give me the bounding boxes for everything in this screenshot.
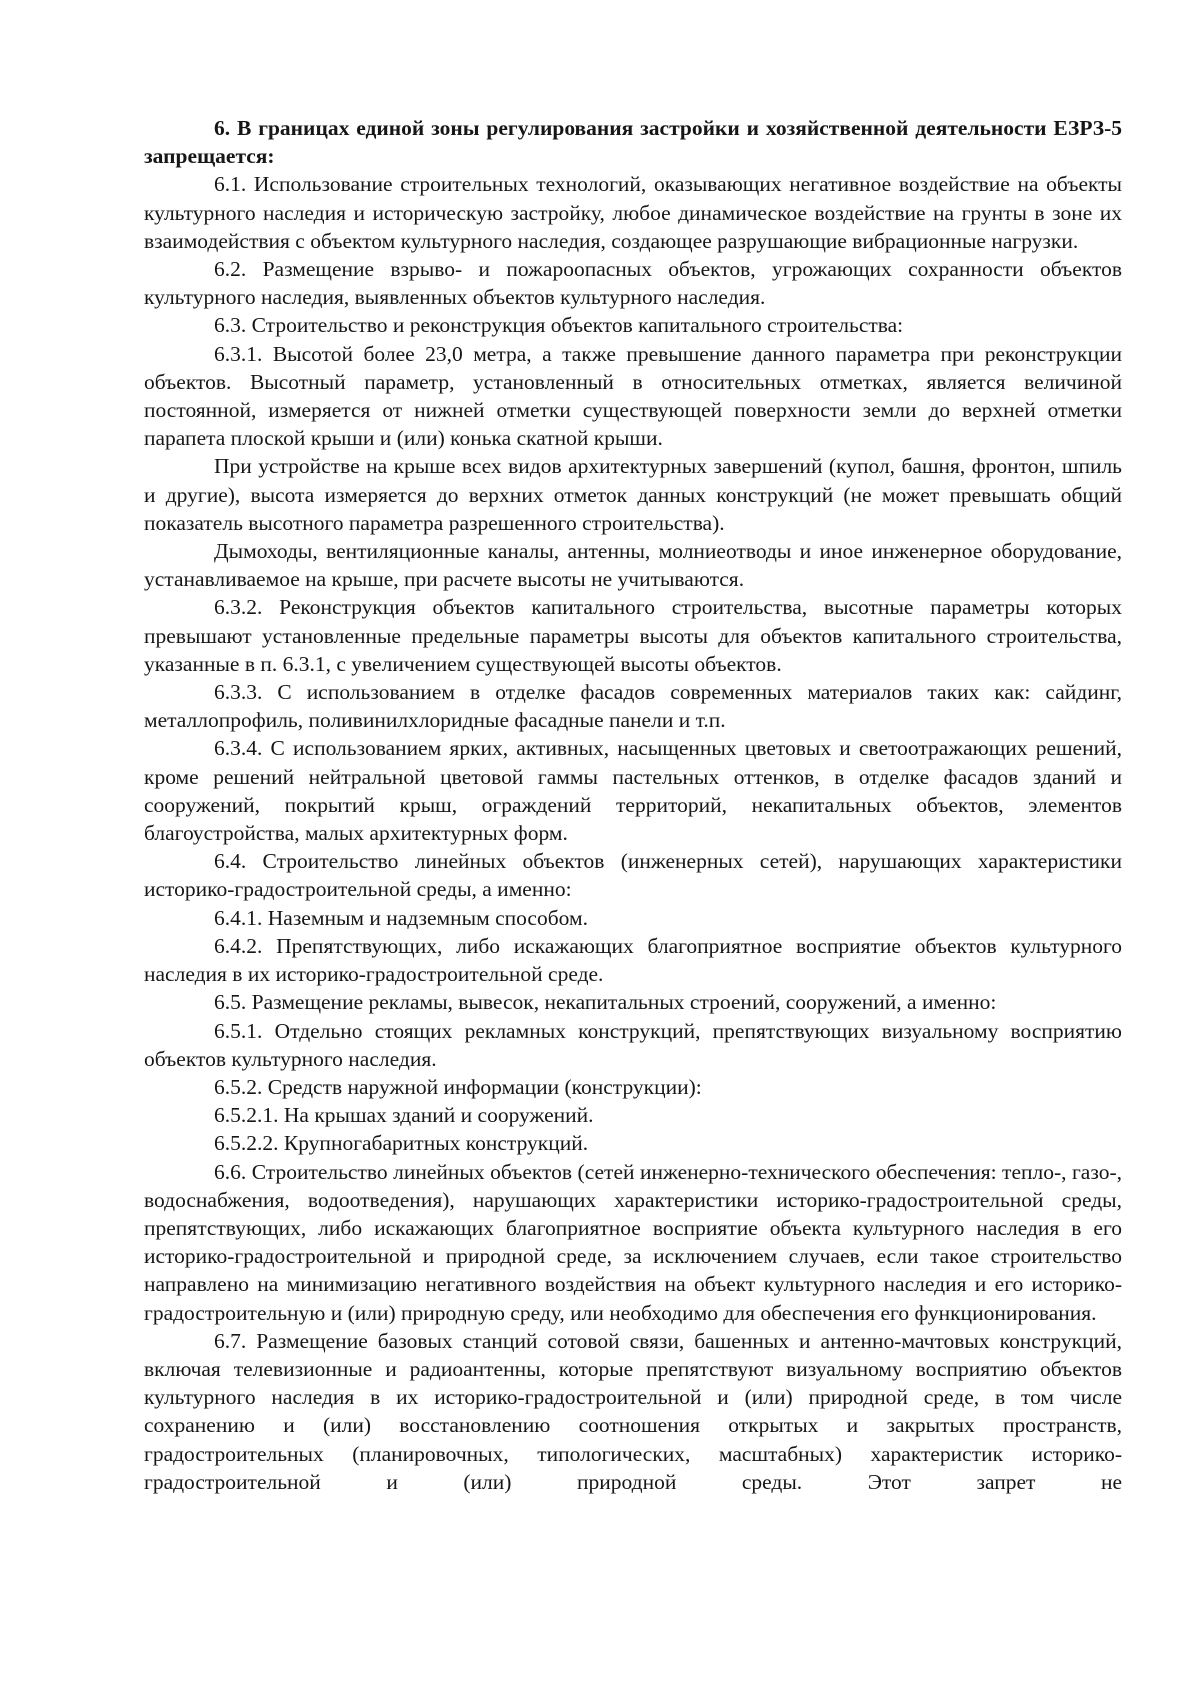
paragraph-6-3-4: 6.3.4. С использованием ярких, активных, насыщенных цветовых и светоотражающих решений, кроме решений нейтральной цветовой гаммы пастельных оттенков, в отделке фасадов зданий и сооружений, покрытий крыш, ограждений территорий, некапитальных объектов, элементов благоустройства, малых архитектурных форм.: [144, 736, 1122, 846]
paragraph-6-7: 6.7. Размещение базовых станций сотовой связи, башенных и антенно-мачтовых конструкций, включая телевизионные и радиоантенны, которые препятствуют визуальному восприятию объектов культурного наследия в их историко-градостроительной и (или) природной среде, в том числе сохранению и (или) восстановлению соотношения открытых и закрытых пространств, градостроительных (планировочных, типологических, масштабных) характеристик историко-градостроительной и (или) природной среды. Этот запрет не: [144, 1328, 1122, 1494]
paragraph-6-6: 6.6. Строительство линейных объектов (сетей инженерно-технического обеспечения: тепло-, газо-, водоснабжения, водоотведения), нарушающих характеристики историко-градостроительной среды, препятствующих, либо искажающих благоприятное восприятие объекта культурного наследия в его историко-градостроительной и природной среде, за исключением случаев, если такое строительство направлено на минимизацию негативного воздействия на объект культурного наследия и его историко-градостроительную и (или) природную среду, или необходимо для обеспечения его функционирования.: [144, 1159, 1122, 1325]
paragraph-6-3: 6.3. Строительство и реконструкция объектов капитального строительства:: [214, 313, 904, 338]
paragraph-6-4: 6.4. Строительство линейных объектов (инженерных сетей), нарушающих характеристики историко-градостроительной среды, а именно:: [144, 849, 1122, 902]
document-page: [144, 114, 1122, 1496]
section-heading: 6. В границах единой зоны регулирования застройки и хозяйственной деятельности ЕЗРЗ-5 запрещается:: [144, 116, 1122, 169]
paragraph-6-3-1-chimneys: Дымоходы, вентиляционные каналы, антенны, молниеотводы и иное инженерное оборудование, устанавливаемое на крыше, при расчете высоты не учитываются.: [144, 539, 1122, 592]
paragraph-6-1: 6.1. Использование строительных технологий, оказывающих негативное воздействие на объекты культурного наследия и историческую застройку, любое динамическое воздействие на грунты в зоне их взаимодействия с объектом культурного наследия, создающее разрушающие вибрационные нагрузки.: [144, 172, 1122, 253]
paragraph-6-5-2-2: 6.5.2.2. Крупногабаритных конструкций.: [214, 1131, 589, 1156]
paragraph-6-5-2: 6.5.2. Средств наружной информации (конструкции):: [214, 1074, 702, 1099]
paragraph-6-3-3: 6.3.3. С использованием в отделке фасадов современных материалов таких как: сайдинг, металлопрофиль, поливинилхлоридные фасадные панели и т.п.: [144, 680, 1122, 733]
paragraph-6-5: 6.5. Размещение рекламы, вывесок, некапитальных строений, сооружений, а именно:: [214, 990, 997, 1015]
paragraph-6-5-1: 6.5.1. Отдельно стоящих рекламных конструкций, препятствующих визуальному восприятию объектов культурного наследия.: [144, 1018, 1122, 1071]
paragraph-6-4-1: 6.4.1. Наземным и надземным способом.: [214, 905, 588, 930]
paragraph-6-3-1-roof-finishes: При устройстве на крыше всех видов архитектурных завершений (купол, башня, фронтон, шпиль и другие), высота измеряется до верхних отметок данных конструкций (не может превышать общий показатель высотного параметра разрешенного строительства).: [144, 454, 1122, 535]
paragraph-6-2: 6.2. Размещение взрыво- и пожароопасных объектов, угрожающих сохранности объектов культурного наследия, выявленных объектов культурного наследия.: [144, 257, 1122, 310]
paragraph-6-3-2: 6.3.2. Реконструкция объектов капитального строительства, высотные параметры которых превышают установленные предельные параметры высоты для объектов капитального строительства, указанные в п. 6.3.1, с увеличением существующей высоты объектов.: [144, 595, 1122, 676]
paragraph-6-4-2: 6.4.2. Препятствующих, либо искажающих благоприятное восприятие объектов культурного наследия в их историко-градостроительной среде.: [144, 933, 1122, 987]
paragraph-6-5-2-1: 6.5.2.1. На крышах зданий и сооружений.: [214, 1103, 594, 1128]
paragraph-6-3-1: 6.3.1. Высотой более 23,0 метра, а также превышение данного параметра при реконструкции объектов. Высотный параметр, установленный в относительных отметках, является величиной постоянной, измеряется от нижней отметки существующей поверхности земли до верхней отметки парапета плоской крыши и (или) конька скатной крыши.: [144, 341, 1122, 451]
